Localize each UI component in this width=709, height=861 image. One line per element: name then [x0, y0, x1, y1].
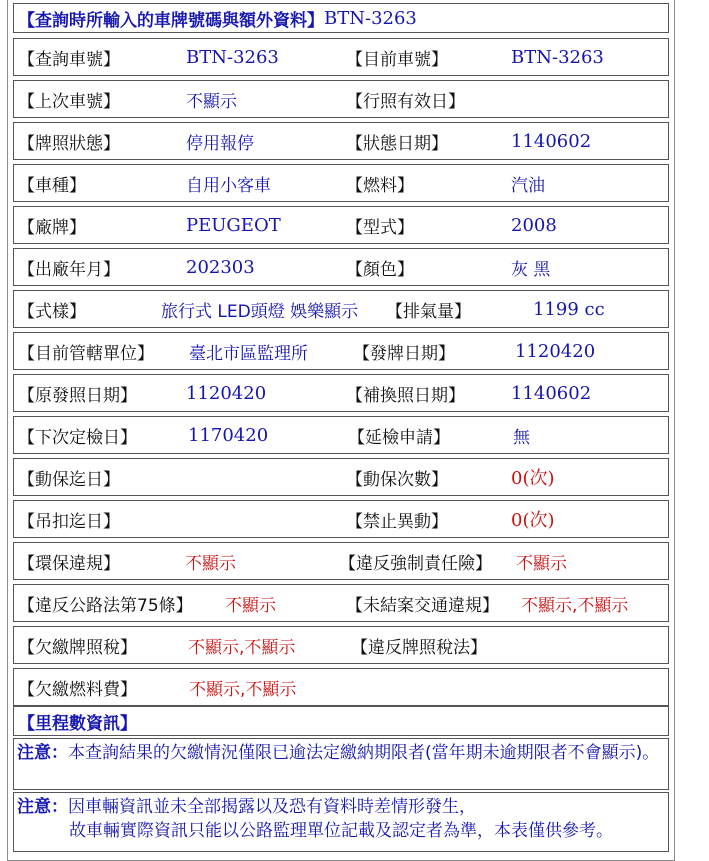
field-label: 【下次定檢日】	[18, 427, 137, 448]
field-value: 停用報停	[186, 133, 254, 154]
record-row	[13, 626, 669, 664]
field-label: 【型式】	[346, 217, 414, 238]
field-value: 1140602	[511, 130, 592, 152]
field-value: 不顯示,不顯示	[189, 679, 297, 700]
record-row	[13, 248, 669, 286]
query-header-title	[18, 4, 417, 32]
field-value: 202303	[186, 256, 255, 278]
field-value: 1120420	[186, 382, 267, 404]
field-label: 【目前車號】	[346, 49, 448, 70]
notice-2-text: 因車輛資訊並未全部揭露以及恐有資料時差情形發生，	[68, 797, 476, 817]
field-label: 【延檢申請】	[348, 427, 450, 448]
field-value: BTN-3263	[511, 46, 604, 68]
field-label: 【違反公路法第75條】	[18, 595, 193, 616]
record-row	[13, 500, 669, 538]
field-label: 【環保違規】	[18, 553, 120, 574]
record-row	[13, 332, 669, 370]
record-row	[13, 38, 669, 76]
record-row	[13, 416, 669, 454]
notice-box-1	[13, 738, 669, 790]
field-label: 【狀態日期】	[346, 133, 448, 154]
field-value: 不顯示	[186, 91, 237, 112]
field-label: 【查詢車號】	[18, 49, 120, 70]
field-label: 【違反強制責任險】	[339, 553, 492, 574]
query-header-label: 【查詢時所輸入的車牌號碼與額外資料】	[18, 10, 324, 31]
field-value: 無	[513, 427, 530, 448]
field-value: 1140602	[511, 382, 592, 404]
field-label: 【上次車號】	[18, 91, 120, 112]
field-label: 【動保次數】	[346, 469, 448, 490]
record-row	[13, 290, 669, 328]
field-value: 不顯示,不顯示	[188, 637, 296, 658]
field-value: 臺北市區監理所	[189, 343, 308, 364]
field-label: 【式樣】	[18, 301, 86, 322]
mileage-info-title: 【里程數資訊】	[18, 713, 137, 734]
field-value: 1199 cc	[533, 298, 605, 320]
query-header-plate: BTN-3263	[324, 7, 417, 29]
field-label: 【違反牌照稅法】	[351, 637, 487, 658]
field-label: 【欠繳牌照稅】	[18, 637, 137, 658]
field-label: 【排氣量】	[386, 301, 471, 322]
field-value: 自用小客車	[186, 175, 271, 196]
field-label: 【顏色】	[346, 259, 414, 280]
field-value: PEUGEOT	[186, 214, 281, 236]
field-label: 【目前管轄單位】	[18, 343, 154, 364]
field-value: 旅行式 LED頭燈 娛樂顯示	[161, 301, 359, 322]
field-label: 【原發照日期】	[18, 385, 137, 406]
field-label: 【牌照狀態】	[18, 133, 120, 154]
notice-1-text: 本查詢結果的欠繳情況僅限已逾法定繳納期限者(當年期未逾期限者不會顯示)。	[68, 743, 660, 763]
field-label: 【禁止異動】	[346, 511, 448, 532]
query-header-row	[13, 3, 669, 33]
field-value: 不顯示	[185, 553, 236, 574]
field-label: 【補換照日期】	[346, 385, 465, 406]
field-label: 【車種】	[18, 175, 86, 196]
record-row	[13, 206, 669, 244]
field-value: 不顯示	[225, 595, 276, 616]
field-value: 汽油	[511, 175, 545, 196]
field-label: 【欠繳燃料費】	[18, 679, 137, 700]
field-label: 【發牌日期】	[353, 343, 455, 364]
record-row	[13, 584, 669, 622]
notice-1-label: 注意：	[17, 743, 68, 763]
notice-2-label: 注意：	[17, 797, 68, 817]
field-value: 0(次)	[511, 510, 555, 531]
field-value: 灰 黑	[511, 259, 551, 280]
notice-2-text-cont: 故車輛實際資訊只能以公路監理單位記載及認定者為準，本表僅供參考。	[69, 821, 613, 841]
field-label: 【行照有效日】	[346, 91, 465, 112]
record-row	[13, 668, 669, 706]
field-label: 【未結案交通違規】	[346, 595, 499, 616]
field-label: 【吊扣迄日】	[18, 511, 120, 532]
field-value: BTN-3263	[186, 46, 279, 68]
mileage-info-row	[13, 706, 669, 736]
field-value: 1120420	[515, 340, 596, 362]
field-label: 【動保迄日】	[18, 469, 120, 490]
field-value: 0(次)	[511, 468, 555, 489]
record-row	[13, 374, 669, 412]
field-label: 【燃料】	[346, 175, 414, 196]
notice-box-2	[13, 792, 669, 852]
notice-2	[14, 793, 668, 845]
record-row	[13, 80, 669, 118]
field-value: 2008	[511, 214, 557, 236]
field-label: 【廠牌】	[18, 217, 86, 238]
record-row	[13, 542, 669, 580]
field-value: 1170420	[188, 424, 269, 446]
record-row	[13, 164, 669, 202]
record-row	[13, 122, 669, 160]
record-row	[13, 458, 669, 496]
notice-1	[14, 739, 668, 767]
field-value: 不顯示,不顯示	[521, 595, 629, 616]
field-label: 【出廠年月】	[18, 259, 120, 280]
field-value: 不顯示	[516, 553, 567, 574]
